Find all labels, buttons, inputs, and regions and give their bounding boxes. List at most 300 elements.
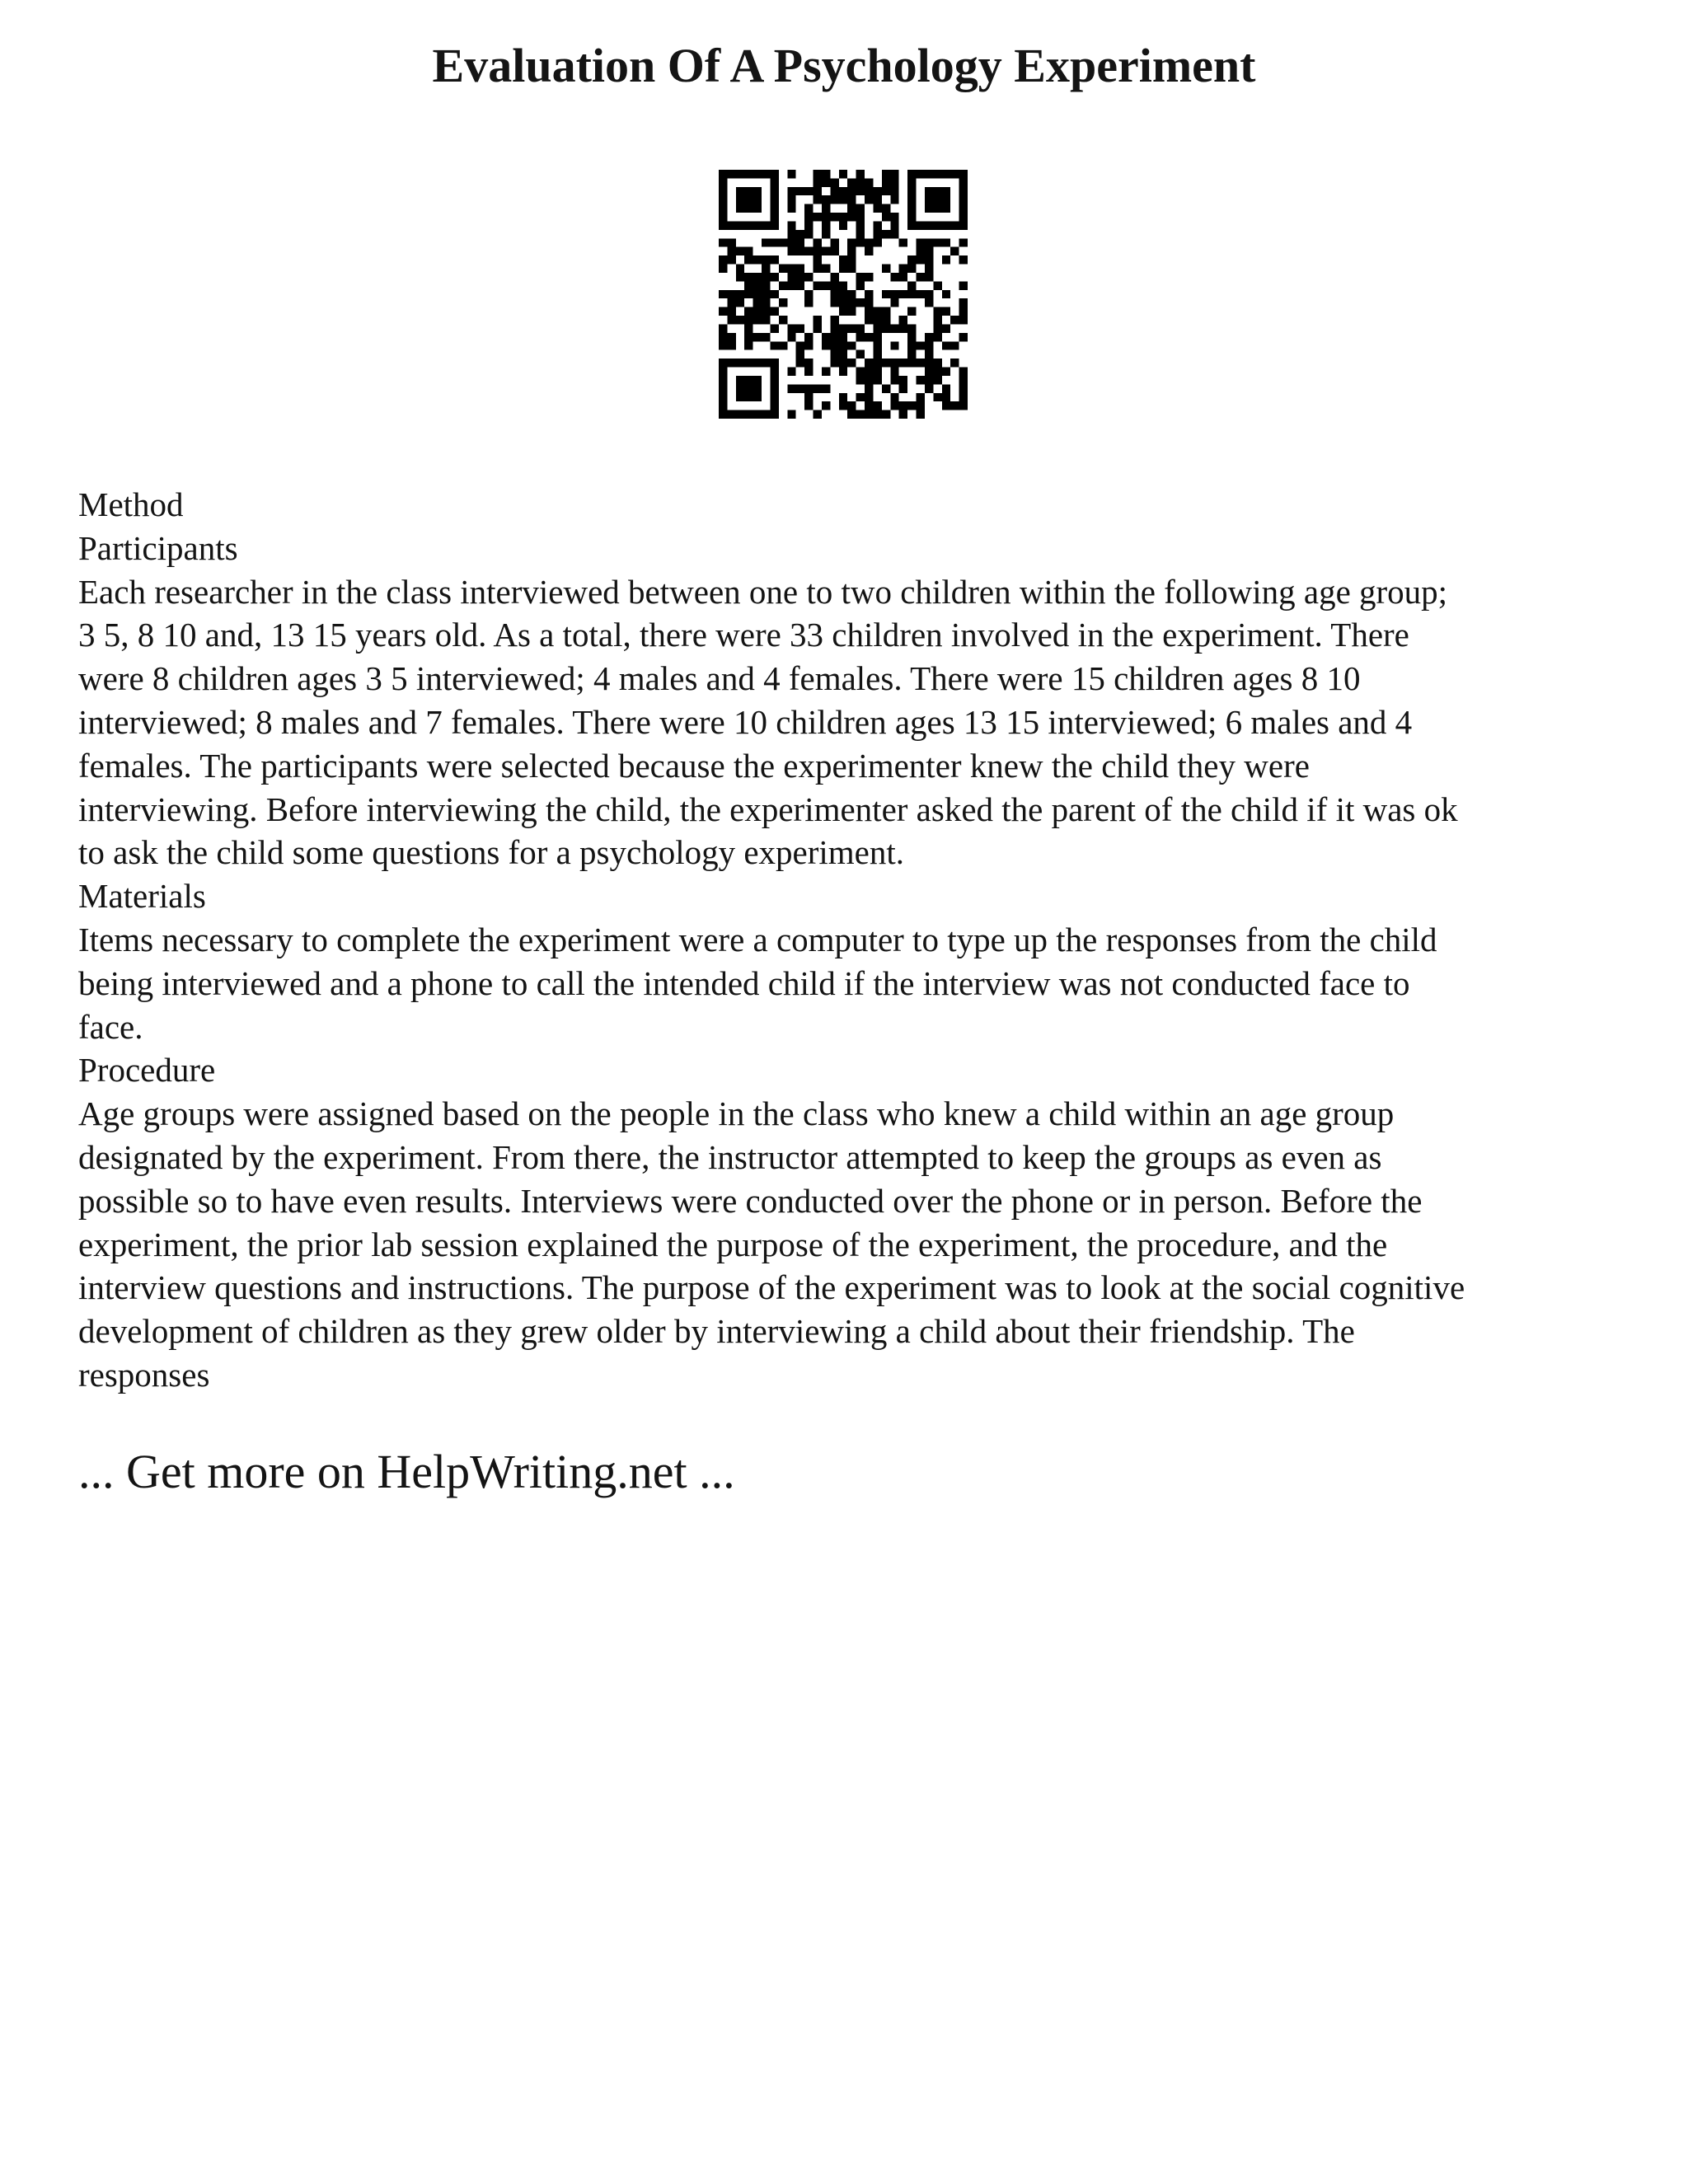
qr-module <box>770 290 778 298</box>
qr-module <box>959 213 968 221</box>
qr-module <box>917 359 925 367</box>
section-heading-procedure: Procedure <box>78 1051 216 1090</box>
qr-module <box>856 298 865 307</box>
qr-module <box>822 230 830 238</box>
qr-module <box>856 187 865 195</box>
qr-module <box>787 238 795 246</box>
qr-module <box>925 195 933 204</box>
qr-module <box>873 230 881 238</box>
qr-module <box>907 401 916 410</box>
qr-module <box>719 307 727 316</box>
qr-module <box>899 290 907 298</box>
qr-module <box>942 324 950 332</box>
qr-module <box>762 290 770 298</box>
qr-module <box>959 221 968 229</box>
qr-module <box>736 221 744 229</box>
qr-module <box>873 368 881 376</box>
qr-module <box>959 238 968 246</box>
qr-module <box>890 376 898 384</box>
qr-module <box>882 324 890 332</box>
qr-module <box>796 341 804 349</box>
qr-module <box>727 247 735 255</box>
qr-module <box>942 170 950 178</box>
qr-module <box>882 265 890 273</box>
qr-module <box>933 195 941 204</box>
qr-module <box>925 368 933 376</box>
qr-module <box>796 187 804 195</box>
qr-module <box>822 333 830 341</box>
qr-module <box>787 221 795 229</box>
qr-module <box>822 204 830 213</box>
qr-module <box>933 316 941 324</box>
qr-module <box>856 204 865 213</box>
qr-module <box>719 213 727 221</box>
paragraph-line: to ask the child some questions for a psychology experiment. <box>78 833 905 872</box>
qr-module <box>719 393 727 401</box>
qr-module <box>830 333 838 341</box>
qr-module <box>770 238 778 246</box>
qr-module <box>873 410 881 419</box>
qr-module <box>770 341 778 349</box>
qr-module <box>796 273 804 281</box>
qr-module <box>814 255 822 264</box>
qr-module <box>804 187 813 195</box>
qr-module <box>907 170 916 178</box>
qr-module <box>770 324 778 332</box>
qr-module <box>753 316 762 324</box>
qr-module <box>814 265 822 273</box>
qr-module <box>917 401 925 410</box>
paragraph-line: interview questions and instructions. The purpose of the experiment was to look at the social cognitive <box>78 1268 1465 1307</box>
qr-module <box>856 178 865 186</box>
qr-module <box>899 273 907 281</box>
qr-module <box>942 221 950 229</box>
qr-module <box>856 213 865 221</box>
qr-module <box>727 359 735 367</box>
qr-module <box>779 281 787 289</box>
qr-module <box>727 410 735 419</box>
qr-module <box>959 170 968 178</box>
qr-module <box>814 213 822 221</box>
qr-module <box>917 341 925 349</box>
qr-module <box>933 333 941 341</box>
qr-module <box>822 368 830 376</box>
qr-module <box>899 376 907 384</box>
qr-module <box>873 307 881 316</box>
qr-module <box>736 290 744 298</box>
qr-module <box>847 204 856 213</box>
qr-module <box>917 221 925 229</box>
qr-module <box>753 298 762 307</box>
qr-module <box>787 265 795 273</box>
qr-module <box>873 238 881 246</box>
qr-module <box>907 290 916 298</box>
section-heading-materials: Materials <box>78 877 206 916</box>
qr-module <box>959 333 968 341</box>
qr-module <box>907 324 916 332</box>
qr-module <box>847 238 856 246</box>
qr-module <box>719 376 727 384</box>
qr-module <box>839 290 847 298</box>
qr-module <box>753 290 762 298</box>
qr-module <box>907 178 916 186</box>
qr-module <box>925 273 933 281</box>
qr-module <box>787 195 795 204</box>
qr-module <box>736 376 744 384</box>
qr-module <box>830 247 838 255</box>
qr-module <box>865 195 873 204</box>
qr-module <box>933 187 941 195</box>
qr-module <box>882 187 890 195</box>
qr-module <box>770 213 778 221</box>
qr-module <box>814 187 822 195</box>
qr-module <box>804 230 813 238</box>
qr-module <box>907 307 916 316</box>
qr-module <box>890 359 898 367</box>
paragraph-line: possible so to have even results. Interviews were conducted over the phone or in person. Before the <box>78 1181 1423 1220</box>
qr-module <box>787 281 795 289</box>
qr-module <box>917 376 925 384</box>
paragraph-line: interviewing. Before interviewing the child, the experimenter asked the parent of the child if it was ok <box>78 790 1458 828</box>
qr-module <box>830 298 838 307</box>
qr-module <box>839 401 847 410</box>
qr-module <box>839 255 847 264</box>
qr-module <box>925 247 933 255</box>
qr-module <box>907 265 916 273</box>
qr-module <box>719 290 727 298</box>
qr-module <box>917 247 925 255</box>
qr-module <box>830 187 838 195</box>
qr-module <box>890 298 898 307</box>
qr-module <box>830 324 838 332</box>
qr-module <box>933 376 941 384</box>
qr-module <box>959 255 968 264</box>
qr-module <box>744 273 753 281</box>
paragraph-line: responses <box>78 1355 210 1394</box>
qr-module <box>873 359 881 367</box>
qr-module <box>753 170 762 178</box>
qr-module <box>925 359 933 367</box>
qr-module <box>950 316 959 324</box>
qr-module <box>822 170 830 178</box>
paragraph-line: face. <box>78 1007 143 1046</box>
qr-module <box>890 324 898 332</box>
qr-module <box>830 316 838 324</box>
qr-module <box>762 281 770 289</box>
qr-module <box>890 195 898 204</box>
qr-module <box>917 393 925 401</box>
qr-module <box>762 238 770 246</box>
paragraph-line: development of children as they grew older by interviewing a child about their friendship. The <box>78 1312 1355 1351</box>
qr-module <box>882 230 890 238</box>
qr-module <box>770 187 778 195</box>
qr-module <box>762 316 770 324</box>
qr-module <box>882 204 890 213</box>
qr-module <box>942 368 950 376</box>
qr-module <box>917 290 925 298</box>
qr-module <box>796 350 804 359</box>
qr-module <box>890 213 898 221</box>
paragraph-line: Age groups were assigned based on the people in the class who knew a child within an age group <box>78 1094 1395 1133</box>
qr-module <box>770 359 778 367</box>
qr-module <box>787 187 795 195</box>
qr-module <box>942 195 950 204</box>
qr-module <box>899 384 907 392</box>
qr-module <box>804 204 813 213</box>
qr-module <box>925 290 933 298</box>
qr-module <box>753 333 762 341</box>
qr-module <box>744 221 753 229</box>
qr-module <box>753 204 762 213</box>
qr-module <box>899 324 907 332</box>
qr-module <box>727 316 735 324</box>
qr-module <box>873 221 881 229</box>
qr-module <box>822 265 830 273</box>
qr-module <box>933 238 941 246</box>
qr-module <box>753 410 762 419</box>
qr-module <box>856 393 865 401</box>
qr-module <box>907 255 916 264</box>
qr-module <box>719 204 727 213</box>
qr-module <box>814 324 822 332</box>
qr-module <box>856 170 865 178</box>
qr-module <box>762 221 770 229</box>
qr-module <box>822 384 830 392</box>
qr-module <box>830 273 838 281</box>
qr-module <box>719 368 727 376</box>
qr-module <box>753 195 762 204</box>
qr-module <box>744 204 753 213</box>
qr-module <box>744 376 753 384</box>
qr-module <box>804 290 813 298</box>
qr-module <box>744 359 753 367</box>
qr-module <box>847 341 856 349</box>
qr-module <box>839 170 847 178</box>
qr-module <box>865 393 873 401</box>
paragraph-line: interviewed; 8 males and 7 females. There were 10 children ages 13 15 interviewed; 6 males and 4 <box>78 702 1413 741</box>
qr-module <box>804 298 813 307</box>
qr-module <box>873 376 881 384</box>
qr-module <box>804 393 813 401</box>
qr-module <box>959 393 968 401</box>
qr-module <box>830 281 838 289</box>
qr-module <box>899 265 907 273</box>
qr-module <box>753 307 762 316</box>
qr-module <box>753 221 762 229</box>
qr-module <box>779 298 787 307</box>
qr-module <box>830 290 838 298</box>
qr-module <box>762 307 770 316</box>
qr-module <box>839 213 847 221</box>
qr-module <box>770 384 778 392</box>
qr-module <box>847 255 856 264</box>
qr-module <box>830 238 838 246</box>
qr-module <box>917 255 925 264</box>
qr-module <box>727 341 735 349</box>
qr-module <box>856 221 865 229</box>
qr-module <box>865 238 873 246</box>
qr-module <box>950 359 959 367</box>
qr-module <box>907 221 916 229</box>
qr-module <box>847 178 856 186</box>
qr-module <box>925 333 933 341</box>
qr-module <box>753 376 762 384</box>
qr-module <box>787 204 795 213</box>
qr-module <box>822 213 830 221</box>
qr-module <box>830 341 838 349</box>
qr-module <box>925 265 933 273</box>
qr-module <box>907 333 916 341</box>
qr-module <box>727 307 735 316</box>
qr-module <box>847 401 856 410</box>
qr-module <box>719 384 727 392</box>
qr-module <box>719 324 727 332</box>
qr-module <box>744 281 753 289</box>
qr-module <box>865 247 873 255</box>
qr-module <box>942 290 950 298</box>
qr-module <box>762 410 770 419</box>
qr-module <box>882 316 890 324</box>
qr-module <box>942 341 950 349</box>
qr-module <box>865 384 873 392</box>
qr-module <box>753 255 762 264</box>
document-body <box>78 483 1628 1397</box>
qr-module <box>830 213 838 221</box>
qr-module <box>804 333 813 341</box>
qr-module <box>736 170 744 178</box>
qr-module <box>882 213 890 221</box>
qr-module <box>950 341 959 349</box>
qr-module <box>959 204 968 213</box>
qr-module <box>865 410 873 419</box>
paragraph-line: being interviewed and a phone to call the intended child if the interview was not conducted face to <box>78 963 1410 1002</box>
qr-module <box>744 290 753 298</box>
qr-module <box>736 247 744 255</box>
qr-module <box>719 255 727 264</box>
section-heading-participants: Participants <box>78 528 238 567</box>
qr-module <box>882 290 890 298</box>
qr-module <box>890 368 898 376</box>
qr-module <box>804 341 813 349</box>
qr-module <box>907 204 916 213</box>
qr-module <box>925 341 933 349</box>
qr-module <box>727 221 735 229</box>
qr-module <box>770 204 778 213</box>
qr-module <box>933 221 941 229</box>
qr-module <box>925 187 933 195</box>
qr-module <box>814 178 822 186</box>
qr-module <box>753 393 762 401</box>
qr-module <box>770 393 778 401</box>
qr-module <box>804 247 813 255</box>
qr-module <box>839 195 847 204</box>
qr-module <box>822 341 830 349</box>
qr-module <box>787 368 795 376</box>
qr-module <box>856 281 865 289</box>
qr-module <box>890 401 898 410</box>
qr-module <box>882 359 890 367</box>
qr-module <box>959 368 968 376</box>
paragraph-line: designated by the experiment. From there, the instructor attempted to keep the groups as even as <box>78 1137 1382 1176</box>
qr-module <box>907 341 916 349</box>
qr-module <box>959 187 968 195</box>
qr-module <box>736 195 744 204</box>
qr-module <box>856 324 865 332</box>
qr-module <box>925 221 933 229</box>
qr-module <box>950 401 959 410</box>
qr-module <box>822 195 830 204</box>
qr-module <box>814 281 822 289</box>
qr-module <box>719 170 727 178</box>
qr-module <box>959 178 968 186</box>
qr-module <box>719 221 727 229</box>
qr-module <box>804 401 813 410</box>
qr-module <box>865 298 873 307</box>
qr-module <box>942 187 950 195</box>
qr-module <box>762 255 770 264</box>
qr-module <box>804 359 813 367</box>
qr-module <box>925 238 933 246</box>
qr-module <box>839 298 847 307</box>
qr-module <box>847 247 856 255</box>
qr-module <box>959 316 968 324</box>
qr-module <box>762 359 770 367</box>
qr-module <box>925 170 933 178</box>
paragraph-line: were 8 children ages 3 5 interviewed; 4 males and 4 females. There were 15 children ages 8 10 <box>78 659 1361 698</box>
qr-module <box>865 178 873 186</box>
qr-module <box>856 410 865 419</box>
qr-module <box>744 170 753 178</box>
qr-module <box>787 324 795 332</box>
qr-module <box>925 204 933 213</box>
get-more-link[interactable]: ... Get more on HelpWriting.net ... <box>78 1445 735 1498</box>
qr-module <box>762 265 770 273</box>
qr-module <box>753 359 762 367</box>
qr-module <box>830 195 838 204</box>
qr-module <box>847 187 856 195</box>
qr-module <box>856 350 865 359</box>
qr-module <box>847 410 856 419</box>
qr-module <box>762 333 770 341</box>
qr-module <box>873 341 881 349</box>
qr-module <box>890 230 898 238</box>
qr-module <box>822 221 830 229</box>
qr-module <box>779 265 787 273</box>
qr-module <box>770 273 778 281</box>
qr-module <box>856 368 865 376</box>
qr-module <box>907 213 916 221</box>
qr-module <box>787 247 795 255</box>
qr-module <box>907 187 916 195</box>
paragraph-line: 3 5, 8 10 and, 13 15 years old. As a total, there were 33 children involved in the experiment. There <box>78 616 1409 654</box>
qr-module <box>796 281 804 289</box>
qr-module <box>822 281 830 289</box>
qr-module <box>959 281 968 289</box>
qr-module <box>865 376 873 384</box>
qr-module <box>890 290 898 298</box>
qr-module <box>942 307 950 316</box>
qr-module <box>899 410 907 419</box>
qr-module <box>796 238 804 246</box>
qr-module <box>796 265 804 273</box>
paragraph-line: Each researcher in the class interviewed between one to two children within the following age group; <box>78 572 1448 611</box>
qr-module <box>770 195 778 204</box>
qr-module <box>907 281 916 289</box>
qr-module <box>839 350 847 359</box>
qr-module <box>847 298 856 307</box>
qr-module <box>856 333 865 341</box>
qr-module <box>959 298 968 307</box>
